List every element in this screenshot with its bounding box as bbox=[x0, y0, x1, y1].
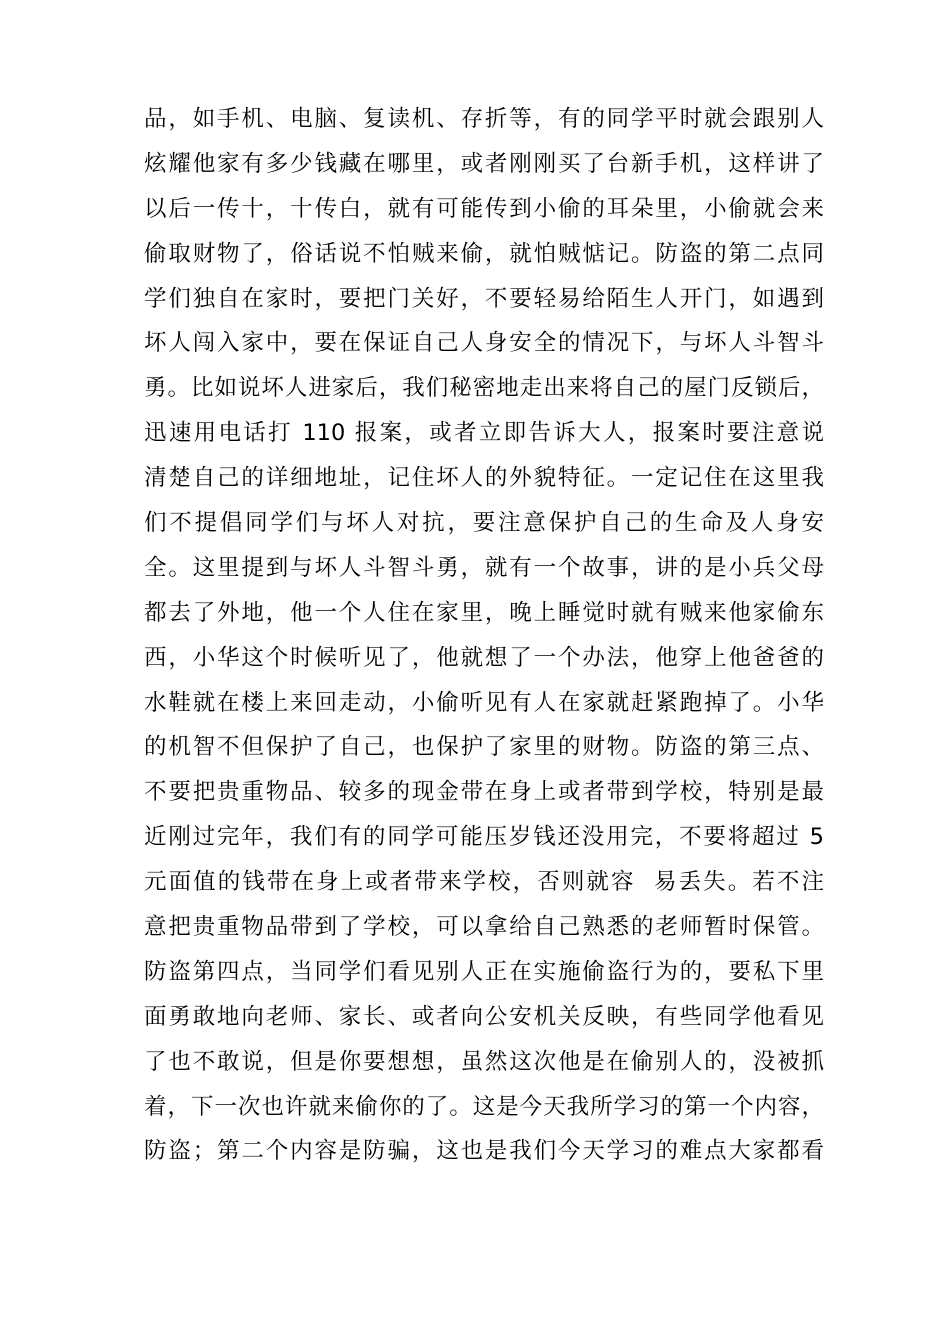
text-line: 勇。比如说坏人进家后，我们秘密地走出来将自己的屋门反锁后， bbox=[144, 375, 824, 402]
text-line: 坏人闯入家中，要在保证自己人身安全的情况下，与坏人斗智斗 bbox=[144, 330, 824, 357]
text-line: 炫耀他家有多少钱藏在哪里，或者刚刚买了台新手机，这样讲了 bbox=[144, 150, 824, 177]
text-line: 面勇敢地向老师、家长、或者向公安机关反映，有些同学他看见 bbox=[144, 1003, 824, 1030]
text-line: 都去了外地，他一个人住在家里，晚上睡觉时就有贼来他家偷东 bbox=[144, 599, 824, 626]
body-text bbox=[144, 97, 824, 1174]
text-line: 品，如手机、电脑、复读机、存折等，有的同学平时就会跟别人 bbox=[144, 106, 824, 132]
text-line: 学们独自在家时，要把门关好，不要轻易给陌生人开门，如遇到 bbox=[144, 285, 824, 312]
text-line: 西，小华这个时候听见了，他就想了一个办法，他穿上他爸爸的 bbox=[144, 644, 824, 671]
text-line: 近刚过完年，我们有的同学可能压岁钱还没用完，不要将超过 5 bbox=[144, 824, 824, 851]
text-line: 水鞋就在楼上来回走动，小偷听见有人在家就赶紧跑掉了。小华 bbox=[144, 689, 824, 716]
text-line: 元面值的钱带在身上或者带来学校，否则就容 易丢失。若不注 bbox=[144, 869, 824, 896]
text-line: 防盗；第二个内容是防骗，这也是我们今天学习的难点大家都看 bbox=[144, 1138, 824, 1165]
text-line: 不要把贵重物品、较多的现金带在身上或者带到学校，特别是最 bbox=[144, 779, 824, 806]
text-line: 偷取财物了，俗话说不怕贼来偷，就怕贼惦记。防盗的第二点同 bbox=[144, 240, 824, 267]
text-line: 们不提倡同学们与坏人对抗，要注意保护自己的生命及人身安 bbox=[144, 510, 824, 537]
text-line: 着，下一次也许就来偷你的了。这是今天我所学习的第一个内容， bbox=[144, 1093, 824, 1120]
text-line: 意把贵重物品带到了学校，可以拿给自己熟悉的老师暂时保管。 bbox=[144, 914, 824, 941]
text-line: 以后一传十，十传白，就有可能传到小偷的耳朵里，小偷就会来 bbox=[144, 195, 824, 222]
text-line: 全。这里提到与坏人斗智斗勇，就有一个故事，讲的是小兵父母 bbox=[144, 554, 824, 581]
text-line: 防盗第四点，当同学们看见别人正在实施偷盗行为的，要私下里 bbox=[144, 958, 824, 985]
text-line: 了也不敢说，但是你要想想，虽然这次他是在偷别人的，没被抓 bbox=[144, 1048, 824, 1075]
text-line: 清楚自己的详细地址，记住坏人的外貌特征。一定记住在这里我 bbox=[144, 465, 824, 492]
text-line: 的机智不但保护了自己，也保护了家里的财物。防盗的第三点、 bbox=[144, 734, 824, 761]
text-line: 迅速用电话打 110 报案，或者立即告诉大人，报案时要注意说 bbox=[144, 420, 824, 447]
